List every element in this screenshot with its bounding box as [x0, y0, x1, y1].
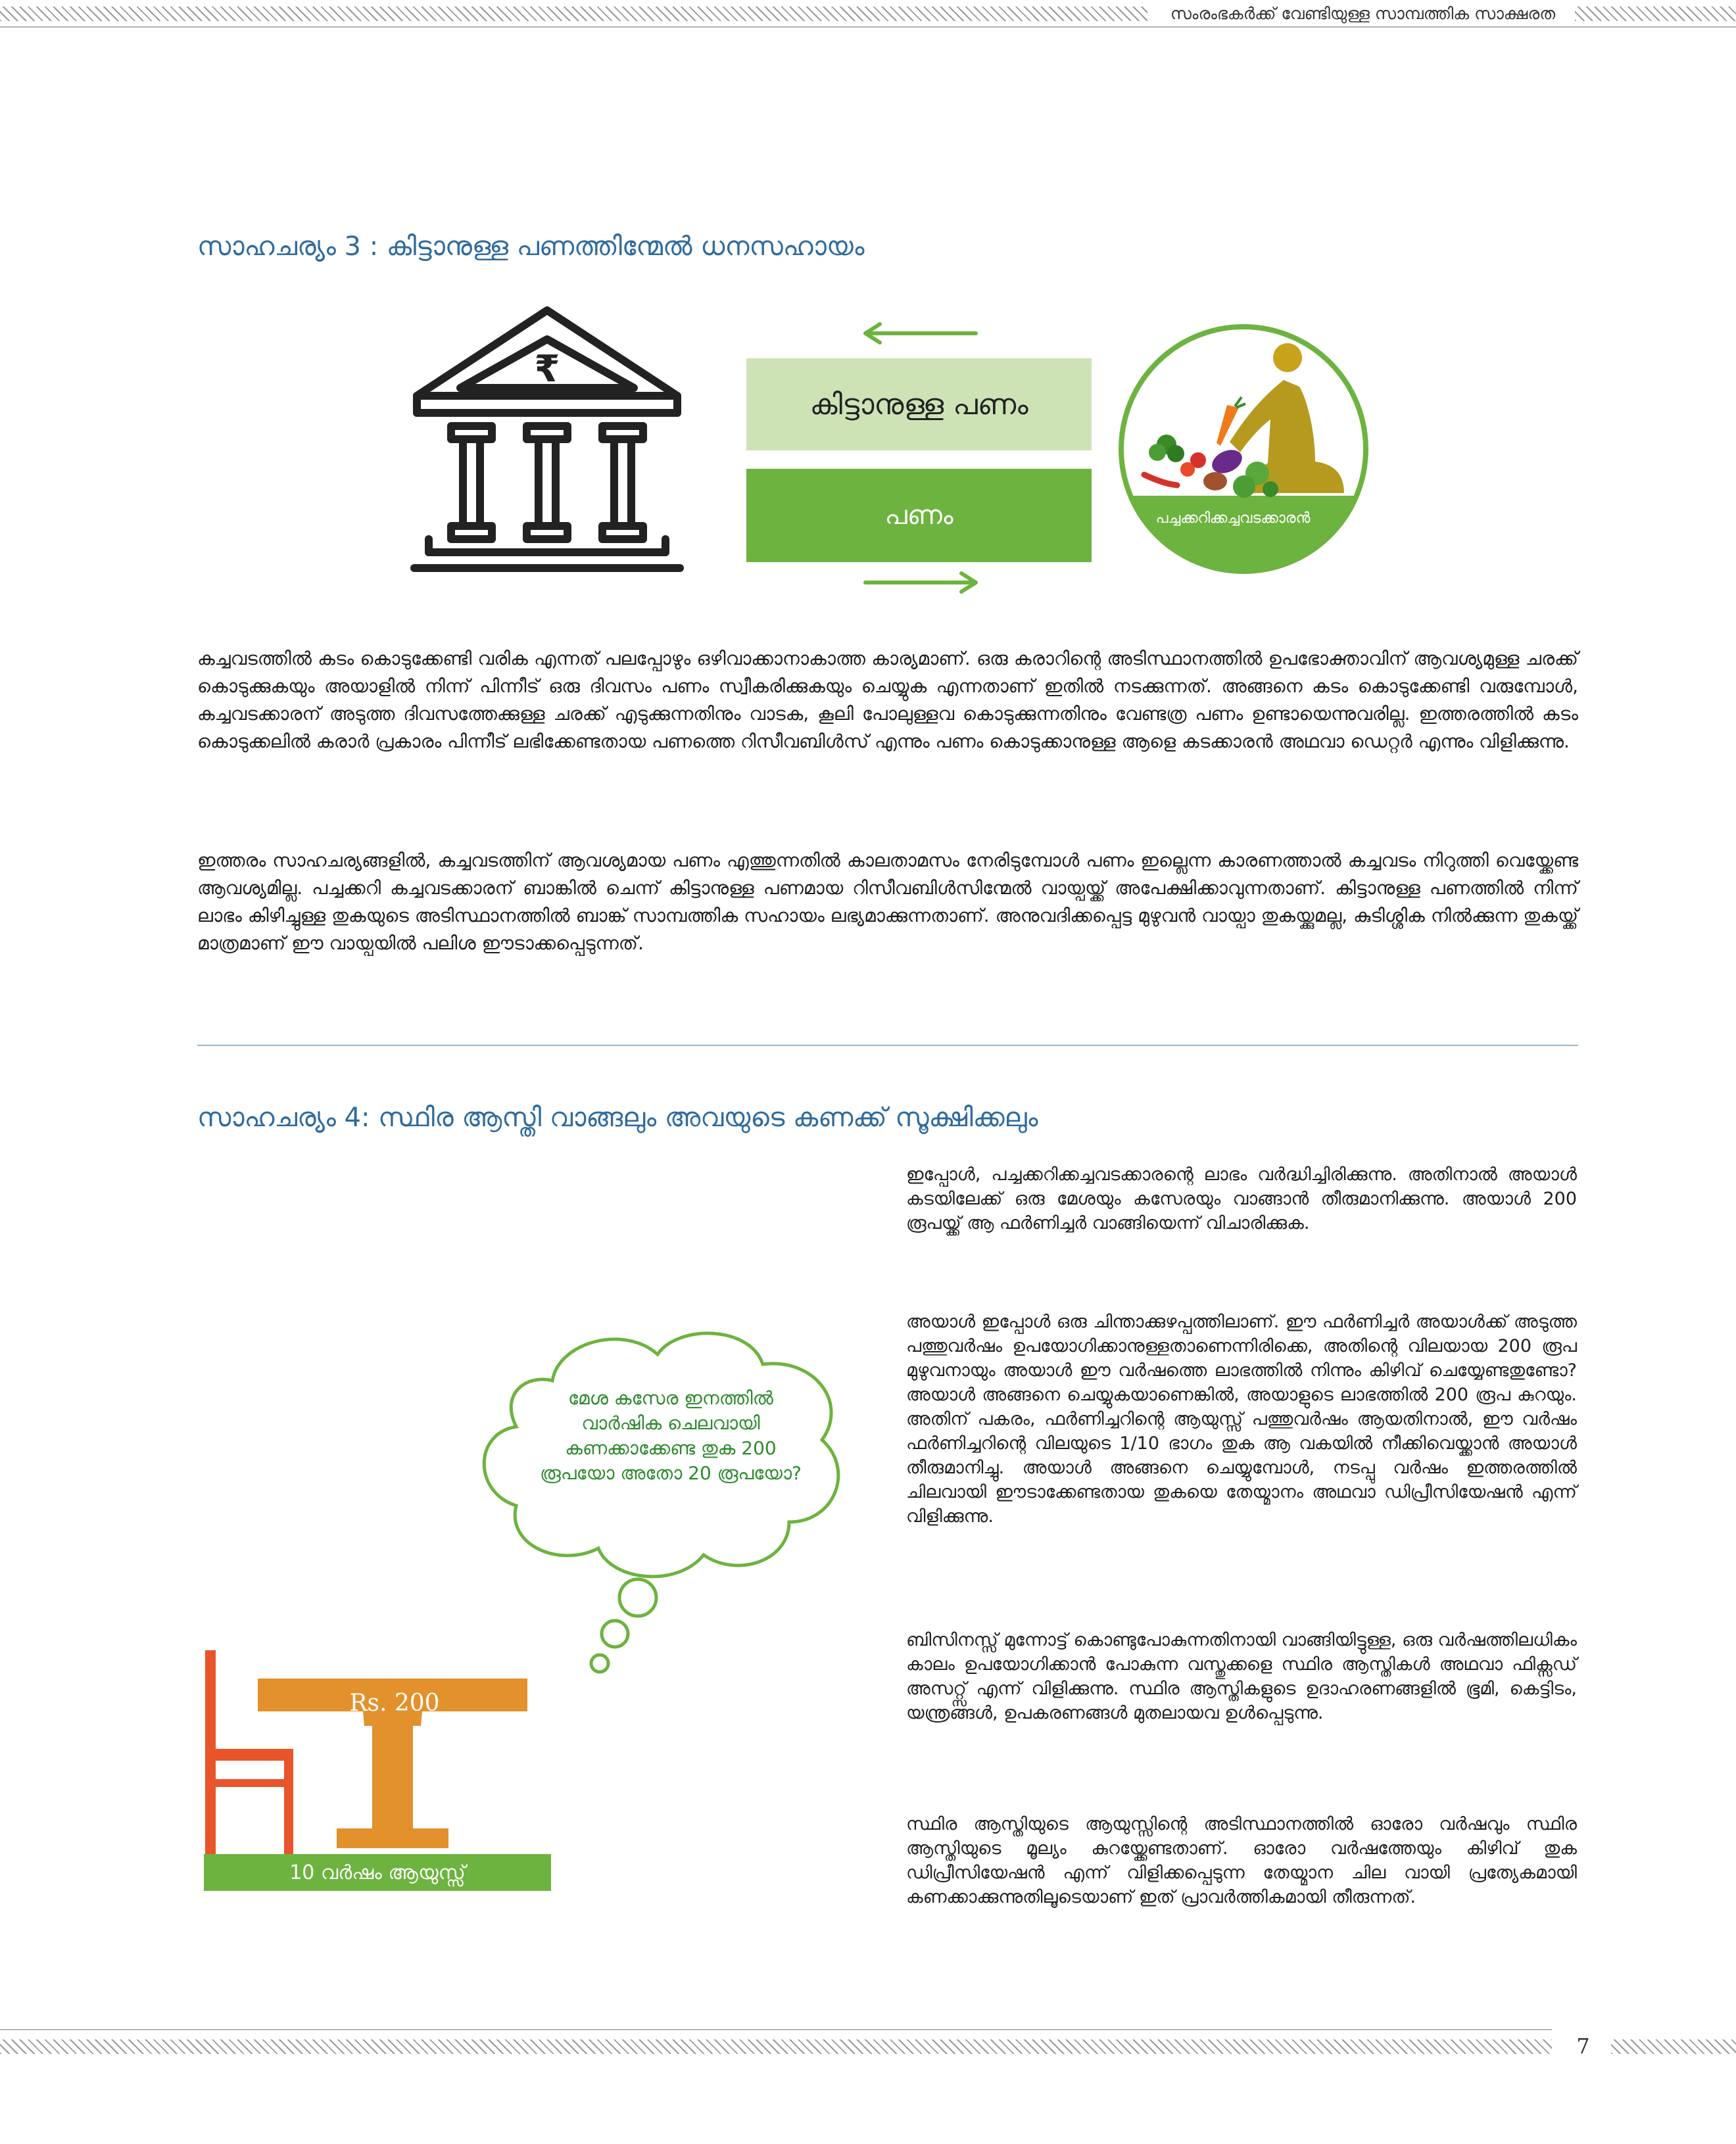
header-title: സംരംഭകർക്ക് വേണ്ടിയുള്ള സാമ്പത്തിക സാക്ഷരത: [1170, 4, 1556, 23]
header-hatch-right: [1575, 7, 1736, 21]
life-span-label: 10 വർഷം ആയുസ്സ്: [289, 1861, 466, 1884]
rupee-symbol: ₹: [534, 348, 560, 391]
header-rule: [0, 26, 1736, 28]
life-span-bar: [204, 1854, 551, 1891]
header-hatch-left: [0, 7, 1147, 21]
footer-hatch-left: [0, 2039, 1552, 2054]
arrow-left-icon: [861, 322, 980, 345]
section4-paragraph-1: ഇപ്പോൾ, പച്ചക്കറിക്കച്ചവടക്കാരന്റെ ലാഭം വർദ്ധിച്ചിരിക്കുന്നു. അതിനാൽ അയാൾ കടയിലേക്ക് ഒരു മേശയും കസേരയും വാങ്ങാൻ തീരുമാനിക്കുന്നു. അയാൾ 200 രൂപയ്ക്ക് ആ ഫർണിച്ചർ വാങ്ങിയെന്ന് വിചാരിക്കുക.: [906, 1164, 1577, 1233]
money-box: പണം: [746, 469, 1092, 562]
vendor-label: പച്ചക്കറിക്കച്ചവടക്കാരൻ: [1155, 510, 1311, 527]
receivables-box: കിട്ടാനുള്ള പണം: [746, 358, 1092, 450]
footer-hatch-right: [1611, 2039, 1736, 2054]
section4-paragraph-2: അയാൾ ഇപ്പോൾ ഒരു ചിന്താക്കുഴപ്പത്തിലാണ്. ഈ ഫർണിച്ചർ അയാൾക്ക് അടുത്ത പത്തുവർഷം ഉപയോഗിക്കാനുള്ളതാണെന്നിരിക്കെ, അതിന്റെ വിലയായ 200 രൂപ മുഴുവനായും അയാൾ ഈ വർഷത്തെ ലാഭത്തിൽ നിന്നും കിഴിവ് ചെയ്യേണ്ടതുണ്ടോ? അയാൾ അങ്ങനെ ചെയ്യുകയാണെങ്കിൽ, അയാളുടെ ലാഭത്തിൽ 200 രൂപ കുറയും. അതിന് പകരം, ഫർണിച്ചറിന്റെ ആയുസ്സ് പത്തുവർഷം ആയതിനാൽ, ഈ വർഷം ഫർണിച്ചറിന്റെ വിലയുടെ 1/10 ഭാഗം തുക ആ വകയിൽ നീക്കിവെയ്ക്കാൻ അയാൾ തീരുമാനിച്ചു. അയാൾ അങ്ങനെ ചെയ്യുമ്പോൾ, നടപ്പു വർഷം ഇത്തരത്തിൽ ചിലവായി ഈടാക്കേണ്ടതായ തുകയെ തേയ്മാനം അഥവാ ഡിപ്രീസിയേഷൻ എന്ന് വിളിക്കുന്നു.: [906, 1312, 1577, 1527]
footer-rule: [0, 2029, 1552, 2030]
page-number: 7: [1576, 2034, 1590, 2059]
price-label: Rs. 200: [349, 1690, 440, 1717]
section4-paragraph-4: സ്ഥിര ആസ്തിയുടെ ആയുസ്സിന്റെ അടിസ്ഥാനത്തിൽ ഓരോ വർഷവും സ്ഥിര ആസ്തിയുടെ മൂല്യം കുറയ്ക്കേണ്ടതാണ്. ഓരോ വർഷത്തേയും കിഴിവ് തുക ഡിപ്രീസിയേഷൻ എന്ന് വിളിക്കപ്പെടുന്ന തേയ്മാന ചില വായി പ്രത്യേകമായി കണക്കാക്കുന്നുതിലൂടെയാണ് ഇത് പ്രാവർത്തികമായി തീരുന്നത്.: [906, 1814, 1577, 1907]
thought-cloud-text: മേശ കസേര ഇനത്തിൽ വാർഷിക ചെലവായി കണക്കാക്കേണ്ട തുക 200 രൂപയോ അതോ 20 രൂപയോ?: [540, 1387, 802, 1484]
section3-paragraph-2: ഇത്തരം സാഹചര്യങ്ങളിൽ, കച്ചവടത്തിന് ആവശ്യമായ പണം എത്തുന്നതിൽ കാലതാമസം നേരിടുമ്പോൾ പണം ഇല്ലെന്ന കാരണത്താൽ കച്ചവടം നിറുത്തി വെയ്ക്കേണ്ട ആവശ്യമില്ല. പച്ചക്കറി കച്ചവടക്കാരന് ബാങ്കിൽ ചെന്ന് കിട്ടാനുള്ള പണമായ റിസീവബിൾസിന്മേൽ വായ്പയ്ക്ക് അപേക്ഷിക്കാവുന്നതാണ്. കിട്ടാനുള്ള പണത്തിൽ നിന്ന് ലാഭം കിഴിച്ചുള്ള തുകയുടെ അടിസ്ഥാനത്തിൽ ബാങ്ക് സാമ്പത്തിക സഹായം ലഭ്യമാക്കുന്നതാണ്. അനുവദിക്കപ്പെട്ട മുഴുവൻ വായ്പാ തുകയ്ക്കുമല്ല, കുടിശ്ശിക നിൽക്കുന്ന തുകയ്ക്ക് മാത്രമാണ് ഈ വായ്പയിൽ പലിശ ഈടാക്കപ്പെടുന്നത്.: [197, 849, 1578, 954]
vegetable-vendor-icon: [1118, 323, 1369, 575]
bank-icon: [402, 302, 692, 579]
thought-cloud-icon: [460, 1318, 855, 1686]
section3-title: സാഹചര്യം 3 : കിട്ടാനുള്ള പണത്തിന്മേൽ ധനസഹായം: [197, 231, 865, 262]
section4-title: സാഹചര്യം 4: സ്ഥിര ആസ്തി വാങ്ങലും അവയുടെ കണക്ക് സൂക്ഷിക്കലും: [197, 1103, 1038, 1133]
arrow-right-icon: [861, 571, 980, 594]
section-divider: [197, 1045, 1578, 1046]
section3-paragraph-1: കച്ചവടത്തിൽ കടം കൊടുക്കേണ്ടി വരിക എന്നത് പലപ്പോഴും ഒഴിവാക്കാനാകാത്ത കാര്യമാണ്. ഒരു കരാറിന്റെ അടിസ്ഥാനത്തിൽ ഉപഭോക്താവിന് ആവശ്യമുള്ള ചരക്ക് കൊടുക്കുകയും അയാളിൽ നിന്ന് പിന്നീട് ഒരു ദിവസം പണം സ്വീകരിക്കുകയും ചെയ്യുക എന്നതാണ് ഇതിൽ നടക്കുന്നത്. അങ്ങനെ കടം കൊടുക്കേണ്ടി വരുമ്പോൾ, കച്ചവടക്കാരന് അടുത്ത ദിവസത്തേക്കുള്ള ചരക്ക് എടുക്കുന്നതിനും വാടക, കൂലി പോലുള്ളവ കൊടുക്കുന്നതിനും വേണ്ടത്ര പണം ഉണ്ടായെന്നുവരില്ല. ഇത്തരത്തിൽ കടം കൊടുക്കലിൽ കരാർ പ്രകാരം പിന്നീട് ലഭിക്കേണ്ടതായ പണത്തെ റിസീവബിൾസ് എന്നും പണം കൊടുക്കാനുള്ള ആളെ കടക്കാരൻ അഥവാ ഡെറ്റർ എന്നും വിളിക്കുന്നു.: [197, 648, 1578, 752]
section4-paragraph-3: ബിസിനസ്സ് മുന്നോട്ട് കൊണ്ടുപോകുന്നതിനായി വാങ്ങിയിട്ടുള്ള, ഒരു വർഷത്തിലധികം കാലം ഉപയോഗിക്കാൻ പോകുന്ന വസ്തുക്കളെ സ്ഥിര ആസ്തികൾ അഥവാ ഫിക്സഡ് അസറ്റ്സ് എന്ന് വിളിക്കുന്നു. സ്ഥിര ആസ്തികളുടെ ഉദാഹരണങ്ങളിൽ ഭൂമി, കെട്ടിടം, യന്ത്രങ്ങൾ, ഉപകരണങ്ങൾ മുതലായവ ഉൾപ്പെടുന്നു.: [906, 1630, 1577, 1723]
